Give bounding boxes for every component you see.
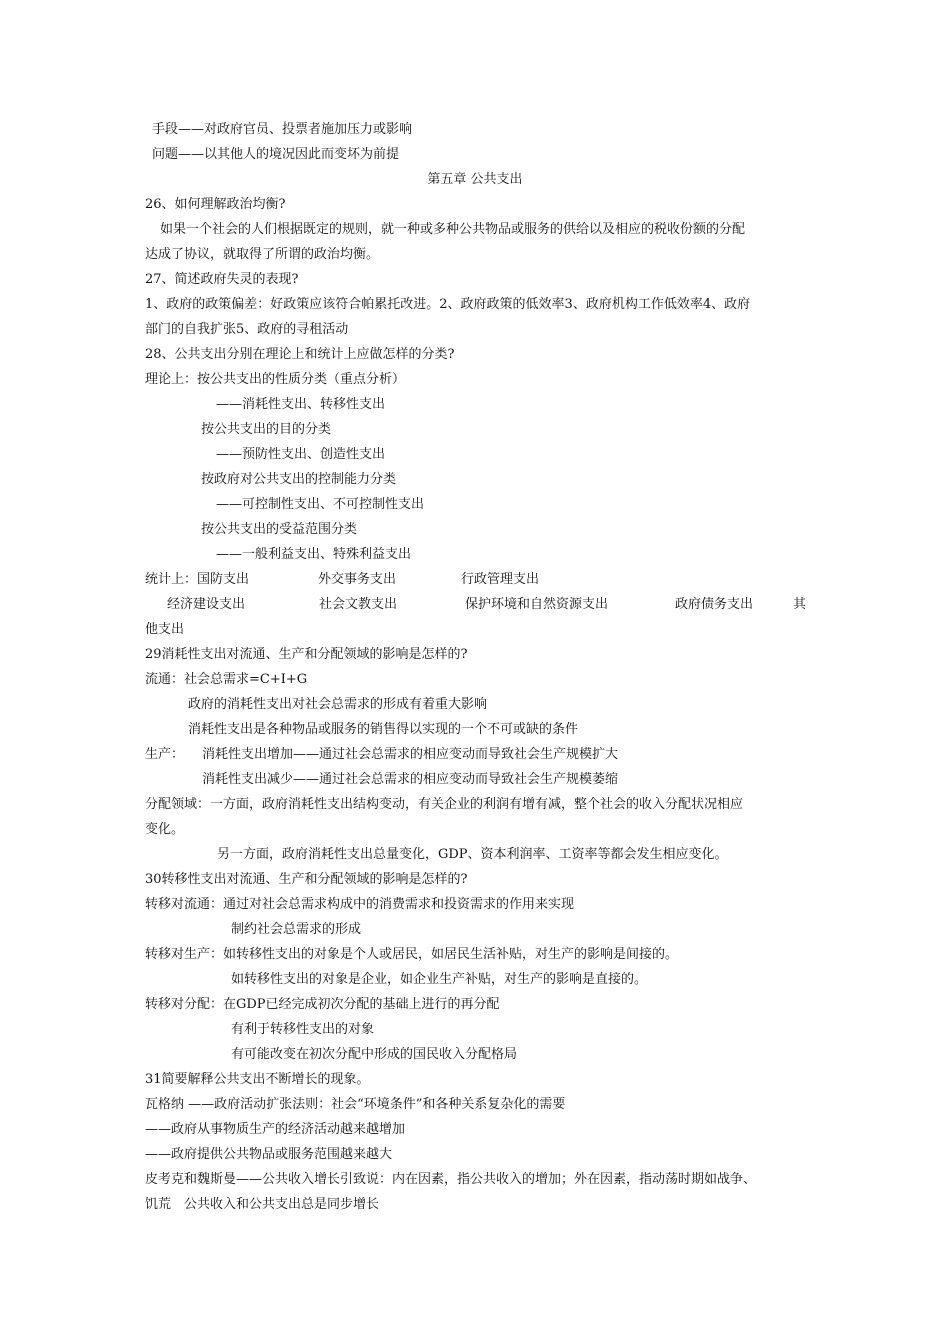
- peacock-line-1: 皮考克和魏斯曼——公共收入增长引致说：内在因素，指公共收入的增加；外在因素，指动荡时期如战争、: [145, 1172, 757, 1187]
- transfer-circulation-1: 转移对流通：通过对社会总需求构成中的消费需求和投资需求的作用来实现: [145, 897, 575, 912]
- theory-line-1: 理论上：按公共支出的性质分类（重点分析）: [145, 372, 406, 387]
- stats-environment: 保护环境和自然资源支出: [465, 597, 609, 612]
- line-means: 手段——对政府官员、投票者施加压力或影响: [152, 122, 413, 137]
- transfer-production-1: 转移对生产：如转移性支出的对象是个人或居民，如居民生活补贴，对生产的影响是间接的。: [145, 947, 679, 962]
- question-29: 29消耗性支出对流通、生产和分配领域的影响是怎样的?: [145, 647, 468, 662]
- production-line-1: 消耗性支出增加——通过社会总需求的相应变动而导致社会生产规模扩大: [202, 747, 619, 762]
- theory-line-3: 按公共支出的目的分类: [201, 422, 332, 437]
- production-label: 生产：: [145, 747, 185, 762]
- question-31: 31简要解释公共支出不断增长的现象。: [145, 1072, 370, 1087]
- stats-administration: 行政管理支出: [461, 572, 540, 587]
- stats-culture-education: 社会文教支出: [319, 597, 398, 612]
- transfer-distribution-3: 有可能改变在初次分配中形成的国民收入分配格局: [231, 1047, 518, 1062]
- theory-line-5: 按政府对公共支出的控制能力分类: [201, 472, 397, 487]
- distribution-line-3: 另一方面，政府消耗性支出总量变化，GDP、资本利润率、工资率等都会发生相应变化。: [217, 847, 728, 862]
- answer-26-line-2: 达成了协议，就取得了所谓的政治均衡。: [145, 247, 380, 262]
- answer-27-line-1: 1、政府的政策偏差：好政策应该符合帕累托改进。2、政府政策的低效率3、政府机构工作低效率4、政府: [145, 297, 751, 312]
- transfer-distribution-2: 有利于转移性支出的对象: [231, 1022, 375, 1037]
- answer-27-line-2: 部门的自我扩张5、政府的寻租活动: [145, 322, 349, 337]
- wagner-line-1: 瓦格纳 ——政府活动扩张法则：社会“环境条件”和各种关系复杂化的需要: [145, 1097, 566, 1112]
- circulation-line-1: 流通：社会总需求=C+I+G: [145, 672, 308, 687]
- stats-other-end: 他支出: [145, 622, 185, 637]
- stats-foreign-affairs: 外交事务支出: [318, 572, 397, 587]
- peacock-line-2: 饥荒 公共收入和公共支出总是同步增长: [145, 1197, 380, 1212]
- distribution-line-2: 变化。: [145, 822, 185, 837]
- line-problem: 问题——以其他人的境况因此而变坏为前提: [152, 147, 400, 162]
- stats-economic-construction: 经济建设支出: [167, 597, 246, 612]
- question-30: 30转移性支出对流通、生产和分配领域的影响是怎样的?: [145, 872, 468, 887]
- question-26: 26、如何理解政治均衡?: [145, 197, 286, 212]
- question-27: 27、简述政府失灵的表现?: [145, 272, 299, 287]
- wagner-line-3: ——政府提供公共物品或服务范围越来越大: [145, 1147, 393, 1162]
- theory-line-8: ——一般利益支出、特殊利益支出: [216, 547, 412, 562]
- transfer-production-2: 如转移性支出的对象是企业，如企业生产补贴，对生产的影响是直接的。: [231, 972, 648, 987]
- circulation-line-3: 消耗性支出是各种物品或服务的销售得以实现的一个不可或缺的条件: [188, 722, 579, 737]
- theory-line-7: 按公共支出的受益范围分类: [201, 522, 358, 537]
- theory-line-4: ——预防性支出、创造性支出: [216, 447, 386, 462]
- stats-defense: 统计上：国防支出: [145, 572, 250, 587]
- question-28: 28、公共支出分别在理论上和统计上应做怎样的分类?: [145, 347, 455, 362]
- answer-26-line-1: 如果一个社会的人们根据既定的规则，就一种或多种公共物品或服务的供给以及相应的税收份额的分配: [160, 222, 746, 237]
- transfer-distribution-1: 转移对分配：在GDP已经完成初次分配的基础上进行的再分配: [145, 997, 500, 1012]
- stats-debt: 政府债务支出: [675, 597, 754, 612]
- theory-line-6: ——可控制性支出、不可控制性支出: [216, 497, 425, 512]
- theory-line-2: ——消耗性支出、转移性支出: [216, 397, 386, 412]
- wagner-line-2: ——政府从事物质生产的经济活动越来越增加: [145, 1122, 406, 1137]
- production-line-2: 消耗性支出减少——通过社会总需求的相应变动而导致社会生产规模萎缩: [202, 772, 619, 787]
- distribution-line-1: 分配领域：一方面，政府消耗性支出结构变动，有关企业的利润有增有减，整个社会的收入分配状况相应: [145, 797, 744, 812]
- stats-other-start: 其: [793, 597, 807, 612]
- transfer-circulation-2: 制约社会总需求的形成: [231, 922, 362, 937]
- circulation-line-2: 政府的消耗性支出对社会总需求的形成有着重大影响: [188, 697, 488, 712]
- chapter-title: 第五章 公共支出: [427, 172, 523, 187]
